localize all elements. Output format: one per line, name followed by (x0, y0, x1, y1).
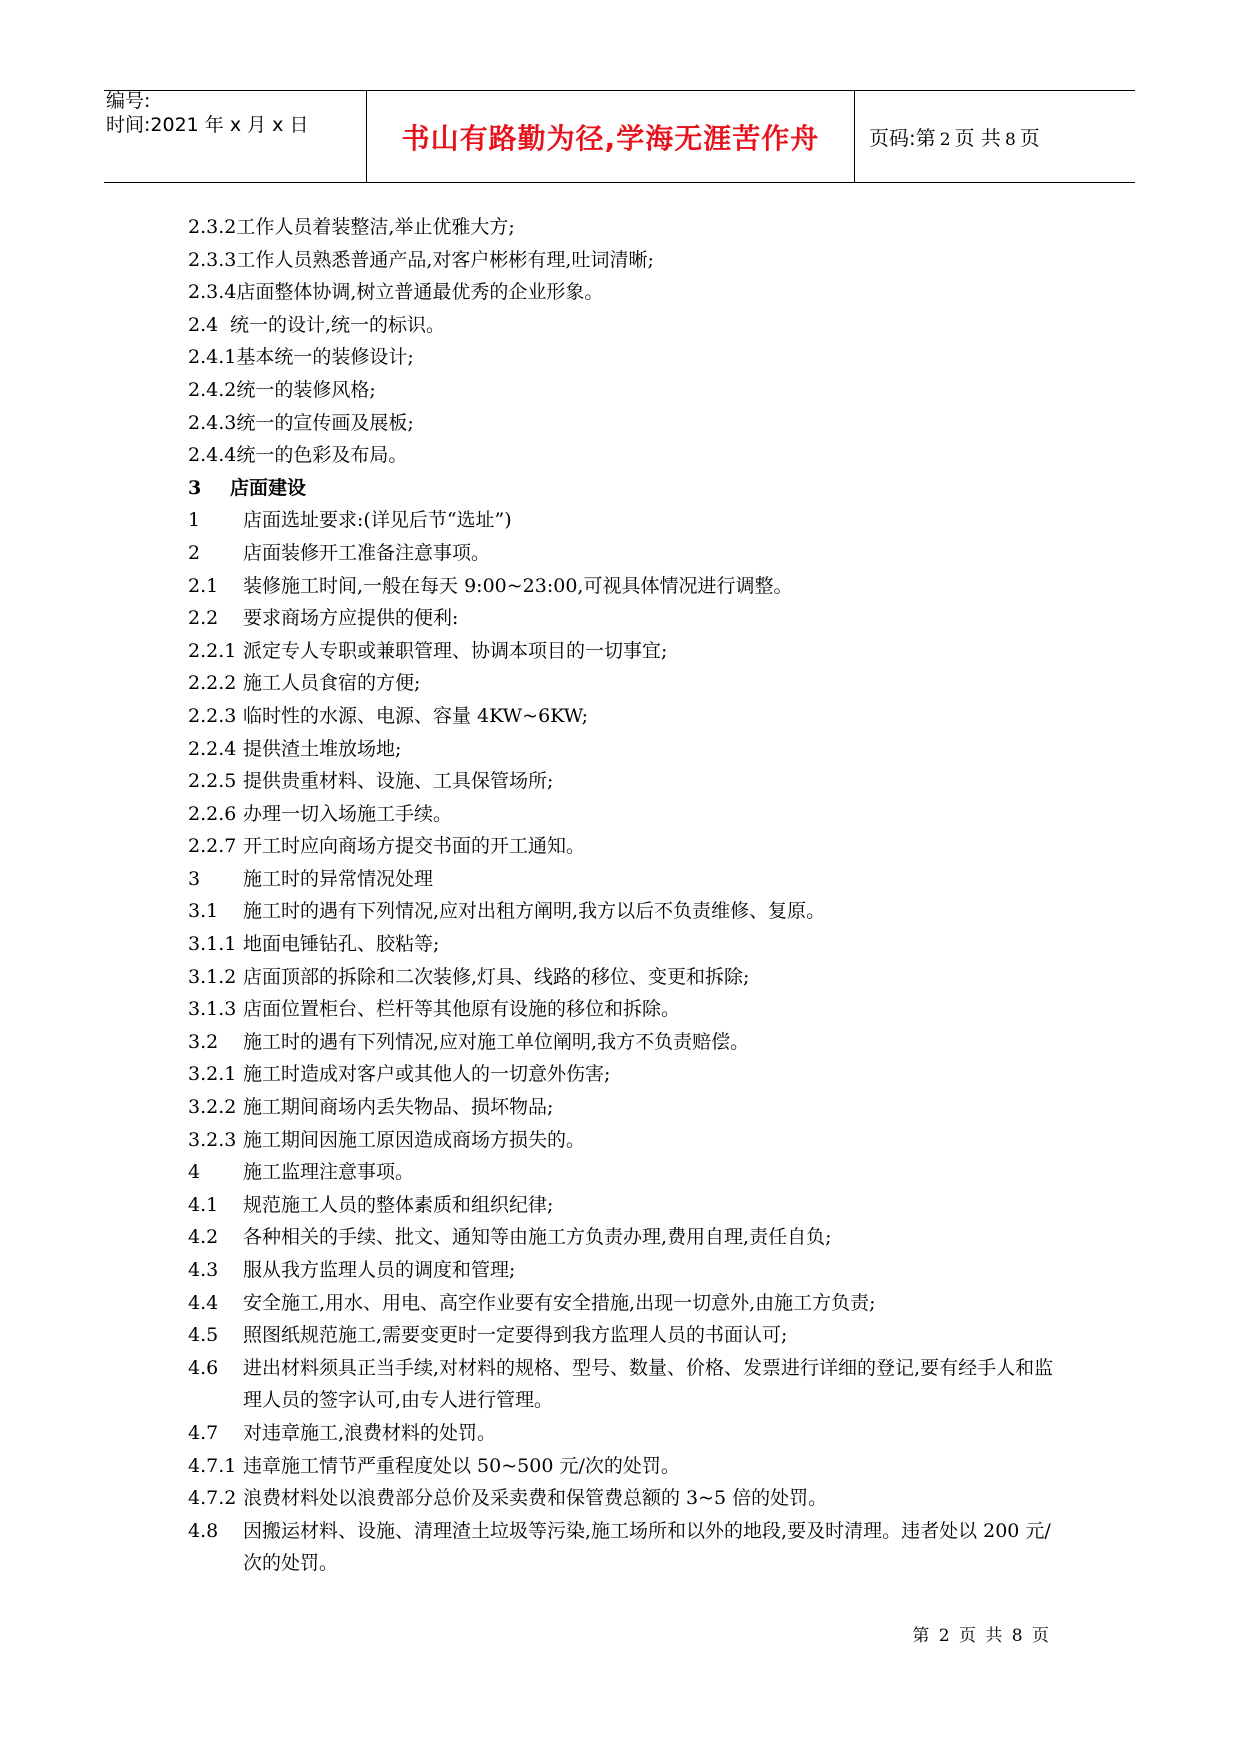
page-suffix: 页 (1019, 126, 1040, 150)
line-text: 施工时的遇有下列情况,应对施工单位阐明,我方不负责赔偿。 (243, 1030, 750, 1053)
line-number: 3 (188, 476, 202, 499)
line-text: 店面顶部的拆除和二次装修,灯具、线路的移位、变更和拆除; (243, 965, 750, 988)
line-number: 4.2 (188, 1226, 219, 1249)
document-line (188, 1287, 1068, 1320)
line-number: 2 (188, 541, 201, 564)
line-text: 工作人员着装整洁,举止优雅大方; (236, 216, 515, 238)
page-mid: 页 共 (954, 126, 1001, 150)
document-line (188, 1352, 1068, 1417)
line-number: 4.4 (188, 1291, 219, 1314)
line-number: 4.5 (188, 1324, 219, 1347)
line-text: 店面选址要求:(详见后节“选址”) (243, 509, 512, 532)
line-text: 临时性的水源、电源、容量 4KW~6KW; (243, 704, 588, 727)
document-line (188, 374, 1068, 407)
line-number: 4.1 (188, 1193, 219, 1216)
document-line (188, 961, 1068, 994)
line-text: 提供渣土堆放场地; (243, 737, 402, 760)
line-number: 4.7 (188, 1421, 219, 1444)
document-line (188, 700, 1068, 733)
document-line (188, 1058, 1068, 1091)
line-number: 3.2.1 (188, 1063, 237, 1086)
document-line (188, 439, 1068, 472)
line-number: 2.4 (188, 313, 219, 336)
line-number: 2.2 (188, 607, 219, 630)
line-text: 安全施工,用水、用电、高空作业要有安全措施,出现一切意外,由施工方负责; (243, 1291, 876, 1314)
line-number: 3.1 (188, 900, 219, 923)
line-number: 3.1.1 (188, 933, 237, 956)
document-line (188, 1319, 1068, 1352)
document-line (188, 1026, 1068, 1059)
document-line (188, 928, 1068, 961)
line-text: 店面装修开工准备注意事项。 (243, 541, 491, 564)
line-text: 统一的设计,统一的标识。 (230, 313, 446, 336)
document-line (188, 309, 1068, 342)
line-text: 违章施工情节严重程度处以 50~500 元/次的处罚。 (243, 1454, 680, 1477)
line-number: 2.2.7 (188, 835, 237, 858)
line-text: 办理一切入场施工手续。 (243, 802, 453, 825)
line-text: 施工期间因施工原因造成商场方损失的。 (243, 1128, 586, 1151)
line-number: 2.2.4 (188, 737, 237, 760)
line-number: 3.1.3 (188, 998, 237, 1021)
line-text: 对违章施工,浪费材料的处罚。 (243, 1421, 497, 1444)
line-text: 各种相关的手续、批文、通知等由施工方负责办理,费用自理,责任自负; (243, 1226, 832, 1249)
document-line (188, 244, 1068, 277)
line-number: 3.2.3 (188, 1128, 237, 1151)
document-line (188, 1254, 1068, 1287)
document-line (188, 798, 1068, 831)
line-number: 2.2.2 (188, 672, 237, 695)
page-current: 2 (939, 130, 951, 150)
line-number: 2.4.4 (188, 444, 237, 467)
line-text: 提供贵重材料、设施、工具保管场所; (243, 770, 554, 793)
line-number: 2.1 (188, 574, 219, 597)
document-time: 时间:2021 年 x 月 x 日 (106, 114, 309, 136)
header-page-cell (855, 91, 1135, 182)
line-number: 4.3 (188, 1259, 219, 1281)
line-text: 照图纸规范施工,需要变更时一定要得到我方监理人员的书面认可; (243, 1324, 788, 1347)
line-number: 2.4.2 (188, 378, 237, 401)
line-number: 2.4.1 (188, 346, 237, 369)
page-footer: 第 2 页 共 8 页 (912, 1626, 1051, 1646)
line-text: 派定专人专职或兼职管理、协调本项目的一切事宜; (243, 639, 668, 662)
line-text: 施工时的遇有下列情况,应对出租方阐明,我方以后不负责维修、复原。 (243, 900, 826, 923)
document-line (188, 1417, 1068, 1450)
document-line (188, 276, 1068, 309)
document-line (188, 830, 1068, 863)
header-motto: 书山有路勤为径,学海无涯苦作舟 (401, 121, 820, 155)
line-text: 施工期间商场内丢失物品、损坏物品; (243, 1096, 554, 1119)
document-line (188, 765, 1068, 798)
line-text: 统一的宣传画及展板; (236, 411, 414, 434)
page-total: 8 (1004, 130, 1016, 150)
line-text: 服从我方监理人员的调度和管理; (243, 1259, 516, 1281)
document-line (188, 1515, 1068, 1580)
line-text: 工作人员熟悉普通产品,对客户彬彬有理,吐词清晰; (236, 248, 654, 271)
line-text: 施工时造成对客户或其他人的一切意外伤害; (243, 1063, 611, 1086)
line-number: 2.2.3 (188, 704, 237, 727)
document-line (188, 1450, 1068, 1483)
line-number: 4.7.1 (188, 1454, 237, 1477)
line-number: 2.2.1 (188, 639, 237, 662)
document-line (188, 733, 1068, 766)
document-line (188, 472, 1068, 505)
line-number: 3.1.2 (188, 965, 237, 988)
document-line (188, 635, 1068, 668)
line-text: 规范施工人员的整体素质和组织纪律; (243, 1193, 554, 1216)
line-text: 施工人员食宿的方便; (243, 672, 421, 695)
line-text: 因搬运材料、设施、清理渣土垃圾等污染,施工场所和以外的地段,要及时清理。违者处以 200 元/次的处罚。 (243, 1519, 1051, 1575)
line-text: 装修施工时间,一般在每天 9:00~23:00,可视具体情况进行调整。 (243, 574, 793, 597)
document-line (188, 1189, 1068, 1222)
document-header (104, 90, 1135, 183)
line-number: 4.6 (188, 1356, 219, 1379)
document-number-label: 编号: (106, 90, 151, 112)
document-line (188, 211, 1068, 244)
line-number: 2.3.3 (188, 248, 237, 271)
line-text: 店面位置柜台、栏杆等其他原有设施的移位和拆除。 (243, 998, 681, 1021)
line-number: 1 (188, 509, 201, 532)
line-text: 浪费材料处以浪费部分总价及采卖费和保管费总额的 3~5 倍的处罚。 (243, 1487, 828, 1510)
line-number: 3.2.2 (188, 1096, 237, 1119)
document-line (188, 1124, 1068, 1157)
document-line (188, 993, 1068, 1026)
document-line (188, 341, 1068, 374)
document-line (188, 1482, 1068, 1515)
line-text: 基本统一的装修设计; (236, 346, 414, 369)
header-motto-cell (366, 91, 855, 182)
document-line (188, 570, 1068, 603)
line-text: 统一的色彩及布局。 (236, 444, 408, 467)
header-page-number (869, 122, 1040, 151)
line-text: 店面建设 (230, 476, 307, 499)
line-number: 2.3.4 (188, 281, 237, 304)
line-text: 地面电锤钻孔、胶粘等; (243, 933, 440, 956)
line-number: 2.3.2 (188, 216, 237, 238)
document-line (188, 1156, 1068, 1189)
document-line (188, 537, 1068, 570)
page-prefix: 页码:第 (869, 126, 936, 150)
document-body (188, 211, 1068, 1580)
line-number: 4.8 (188, 1519, 219, 1542)
line-text: 开工时应向商场方提交书面的开工通知。 (243, 835, 586, 858)
line-number: 3 (188, 867, 201, 890)
line-number: 4.7.2 (188, 1487, 237, 1510)
line-number: 3.2 (188, 1030, 219, 1053)
header-info-cell (104, 91, 366, 182)
line-text: 要求商场方应提供的便利: (243, 607, 459, 630)
line-text: 进出材料须具正当手续,对材料的规格、型号、数量、价格、发票进行详细的登记,要有经手人和监理人员的签字认可,由专人进行管理。 (243, 1356, 1054, 1412)
document-line (188, 667, 1068, 700)
line-text: 统一的装修风格; (236, 378, 376, 401)
document-line (188, 504, 1068, 537)
line-number: 2.2.6 (188, 802, 237, 825)
document-line (188, 407, 1068, 440)
line-number: 2.4.3 (188, 411, 237, 434)
line-number: 4 (188, 1161, 201, 1184)
line-text: 施工监理注意事项。 (243, 1161, 415, 1184)
line-text: 店面整体协调,树立普通最优秀的企业形象。 (236, 281, 604, 304)
line-text: 施工时的异常情况处理 (243, 867, 434, 890)
document-line (188, 863, 1068, 896)
document-line (188, 602, 1068, 635)
line-number: 2.2.5 (188, 770, 237, 793)
document-line (188, 895, 1068, 928)
document-line (188, 1091, 1068, 1124)
document-line (188, 1221, 1068, 1254)
